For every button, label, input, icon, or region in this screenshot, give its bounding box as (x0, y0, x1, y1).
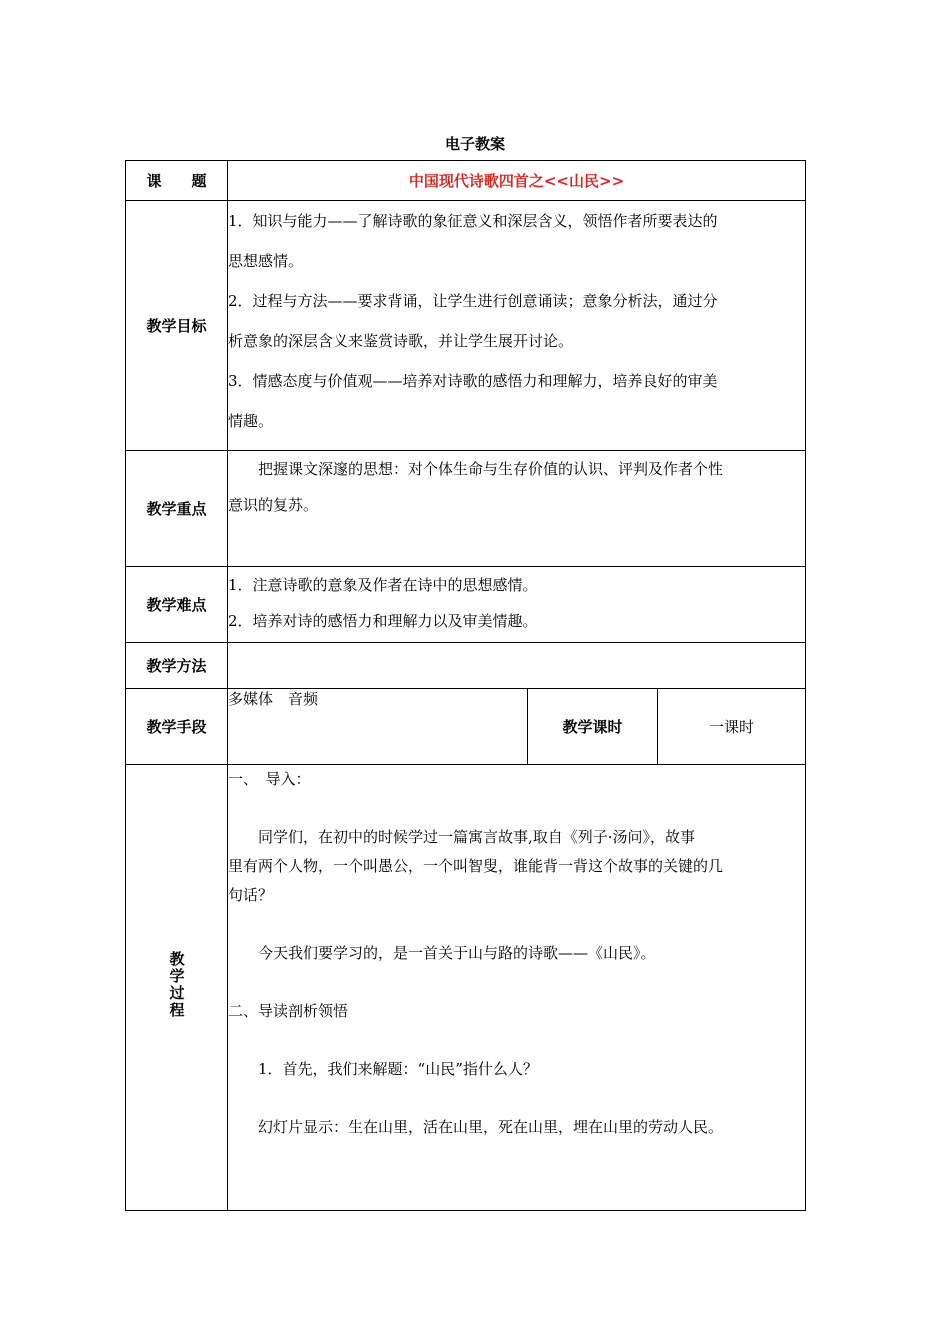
method-label: 教学方法 (126, 643, 228, 689)
process-line: 句话？ (228, 886, 274, 904)
key-points-content (228, 451, 806, 567)
process-line: 同学们，在初中的时候学过一篇寓言故事,取自《列子·汤问》，故事 (228, 828, 696, 846)
process-line: 一、 导入： (228, 770, 311, 788)
key-points-label: 教学重点 (126, 451, 228, 567)
objectives-line: 情趣。 (228, 412, 274, 430)
row-topic (126, 161, 806, 201)
objectives-line: 3．情感态度与价值观——培养对诗歌的感悟力和理解力，培养良好的审美 (228, 372, 718, 390)
difficulties-label: 教学难点 (126, 567, 228, 643)
objectives-line: 2．过程与方法——要求背诵，让学生进行创意诵读；意象分析法，通过分 (228, 292, 718, 310)
objectives-line: 1．知识与能力——了解诗歌的象征意义和深层含义，领悟作者所要表达的 (228, 212, 718, 230)
row-means (126, 689, 806, 765)
hours-value: 一课时 (658, 689, 806, 765)
process-line (228, 1084, 805, 1113)
process-line (228, 968, 805, 997)
process-label-cell (126, 765, 228, 1211)
hours-label: 教学课时 (528, 689, 658, 765)
process-line: 里有两个人物，一个叫愚公，一个叫智叟，谁能背一背这个故事的关键的几 (228, 857, 724, 875)
key-points-line: 意识的复苏。 (228, 496, 319, 514)
process-label: 教学过程 (167, 951, 186, 1019)
difficulties-content (228, 567, 806, 643)
lesson-plan-table (125, 160, 806, 1211)
objectives-label: 教学目标 (126, 201, 228, 451)
row-objectives (126, 201, 806, 451)
objectives-line: 思想感情。 (228, 252, 304, 270)
difficulties-line: 1．注意诗歌的意象及作者在诗中的思想感情。 (228, 576, 538, 594)
row-method (126, 643, 806, 689)
method-content (228, 643, 806, 689)
process-line: 今天我们要学习的，是一首关于山与路的诗歌——《山民》。 (228, 944, 656, 962)
objectives-content (228, 201, 806, 451)
topic-label: 课 题 (126, 161, 228, 201)
row-key-points (126, 451, 806, 567)
row-difficulties (126, 567, 806, 643)
document-title: 电子教案 (444, 135, 505, 153)
process-line (228, 910, 805, 939)
process-line (228, 1026, 805, 1055)
means-label: 教学手段 (126, 689, 228, 765)
process-line: 二、导读剖析领悟 (228, 1002, 349, 1020)
lesson-title: 中国现代诗歌四首之<<山民>> (228, 161, 806, 201)
process-line: 1．首先，我们来解题：“山民”指什么人？ (228, 1060, 538, 1078)
objectives-line: 析意象的深层含义来鉴赏诗歌，并让学生展开讨论。 (228, 332, 574, 350)
process-content (228, 765, 806, 1211)
difficulties-line: 2．培养对诗的感悟力和理解力以及审美情趣。 (228, 612, 538, 630)
means-content: 多媒体 音频 (228, 689, 528, 765)
row-process (126, 765, 806, 1211)
process-line (228, 794, 805, 823)
key-points-line: 把握课文深邃的思想：对个体生命与生存价值的认识、评判及作者个性 (228, 460, 724, 478)
process-line: 幻灯片显示：生在山里，活在山里，死在山里，埋在山里的劳动人民。 (228, 1118, 724, 1136)
